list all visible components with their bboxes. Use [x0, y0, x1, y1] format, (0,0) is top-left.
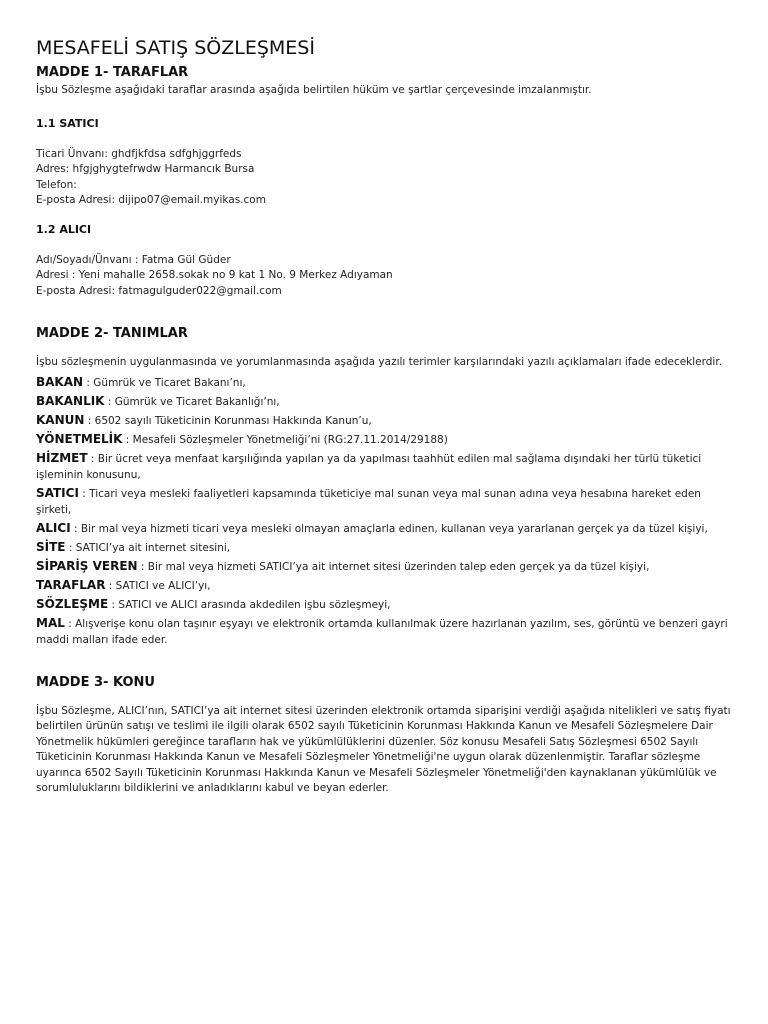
- alici-email: E-posta Adresi: fatmagulguder022@gmail.com: [36, 284, 282, 297]
- madde-3-text: İşbu Sözleşme, ALICI’nın, SATICI’ya ait internet sitesi üzerinden elektronik ortamda siparişini verdiği aşağıda nitelikleri ve satış fiyatı belirtilen ürünün satışı ve teslimi ile ilgili olarak 6502 sayılı Tüketicinin Korunması Hakkında Kanun ve Mesafeli Sözleşmelere Dair Yönetmelik hükümleri gereğince tarafların hak ve yükümlülüklerini düzenler. Söz konusu Mesafeli Satış Sözleşmesi 6502 Sayılı Tüketicinin Korunması Hakkında Kanun ve Mesafeli Sözleşmeler Yönetmeliği'ne uygun olarak düzenlenmiştir. Taraflar sözleşme uyarınca 6502 Sayılı Tüketicinin Korunması Hakkında Kanun ve Mesafeli Sözleşmeler Yönetmeliği'den kaynaklanan yükümlülük ve sorumluluklarını bildiklerini ve anladıklarını kabul ve beyan ederler.: [36, 704, 731, 794]
- definition-text: : Alışverişe konu olan taşınır eşyayı ve elektronik ortamda kullanılmak üzere hazırlanan yazılım, ses, görüntü ve benzeri gayri maddi malları ifade eder.: [36, 617, 728, 646]
- madde-2-intro: İşbu sözleşmenin uygulanmasında ve yorumlanmasında aşağıda yazılı terimler karşılarındaki yazılı açıklamaları ifade edeceklerdir.: [36, 356, 723, 368]
- alici-name: Adı/Soyadı/Ünvanı : Fatma Gül Güder: [36, 253, 231, 266]
- definition-term: BAKAN: [36, 374, 84, 389]
- definition-term: TARAFLAR: [36, 577, 106, 592]
- definition-term: YÖNETMELİK: [36, 431, 123, 446]
- madde-2-heading: MADDE 2- TANIMLAR: [36, 326, 188, 341]
- definition-item: [36, 412, 732, 429]
- satici-phone: Telefon:: [36, 178, 77, 191]
- definition-item: [36, 539, 732, 556]
- definition-term: SATICI: [36, 485, 79, 500]
- definition-term: KANUN: [36, 412, 85, 427]
- definition-text: : Mesafeli Sözleşmeler Yönetmeliği’ni (RG:27.11.2014/29188): [122, 433, 448, 446]
- definition-item: [36, 558, 732, 575]
- madde-1-intro: İşbu Sözleşme aşağıdaki taraflar arasında aşağıda belirtilen hüküm ve şartlar çerçevesinde imzalanmıştır.: [36, 84, 592, 96]
- alici-address: Adresi : Yeni mahalle 2658.sokak no 9 kat 1 No. 9 Merkez Adıyaman: [36, 269, 393, 281]
- definition-text: : SATICI ve ALICI’yı,: [105, 579, 211, 592]
- definition-item: [36, 374, 732, 391]
- definition-item: [36, 431, 732, 448]
- alici-heading: 1.2 ALICI: [36, 222, 92, 236]
- satici-heading: 1.1 SATICI: [36, 116, 99, 130]
- definition-text: : Bir mal veya hizmeti ticari veya mesleki olmayan amaçlarla edinen, kullanan veya yararlanan gerçek ya da tüzel kişiyi,: [70, 522, 708, 535]
- definition-term: SİTE: [36, 539, 66, 554]
- definition-term: SÖZLEŞME: [36, 596, 109, 611]
- alici-info: [36, 253, 732, 300]
- definition-term: HİZMET: [36, 450, 88, 465]
- satici-info: [36, 147, 732, 209]
- definition-text: : Gümrük ve Ticaret Bakanlığı’nı,: [104, 395, 280, 408]
- definition-term: SİPARİŞ VEREN: [36, 558, 138, 573]
- definition-text: : Ticari veya mesleki faaliyetleri kapsamında tüketiciye mal sunan veya mal sunan adına veya hesabına hareket eden şirketi,: [36, 487, 701, 516]
- madde-1-heading: MADDE 1- TARAFLAR: [36, 65, 189, 80]
- definition-text: : SATICI ve ALICI arasında akdedilen işbu sözleşmeyi,: [108, 598, 391, 611]
- satici-address: Adres: hfgjghygtefrwdw Harmancık Bursa: [36, 163, 255, 175]
- definitions-list: [36, 374, 732, 648]
- definition-item: [36, 577, 732, 594]
- definition-text: : Bir ücret veya menfaat karşılığında yapılan ya da yapılması taahhüt edilen mal sağlama dışındaki her türlü tüketici işleminin konusunu,: [36, 452, 702, 481]
- definition-item: [36, 615, 732, 648]
- definition-item: [36, 520, 732, 537]
- definition-term: ALICI: [36, 520, 71, 535]
- satici-email: E-posta Adresi: dijipo07@email.myikas.com: [36, 194, 266, 206]
- satici-trade-name: Ticari Ünvanı: ghdfjkfdsa sdfghjggrfeds: [36, 147, 242, 160]
- definition-text: : Bir mal veya hizmeti SATICI’ya ait internet sitesi üzerinden talep eden gerçek ya da tüzel kişiyi,: [137, 560, 650, 573]
- definition-item: [36, 485, 732, 518]
- definition-text: : 6502 sayılı Tüketicinin Korunması Hakkında Kanun’u,: [84, 414, 372, 427]
- definition-item: [36, 393, 732, 410]
- document-title: MESAFELİ SATIŞ SÖZLEŞMESİ: [36, 37, 315, 59]
- definition-term: BAKANLIK: [36, 393, 105, 408]
- definition-item: [36, 450, 732, 483]
- madde-3-heading: MADDE 3- KONU: [36, 674, 155, 690]
- definition-term: MAL: [36, 615, 65, 630]
- definition-item: [36, 596, 732, 613]
- definition-text: : Gümrük ve Ticaret Bakanı’nı,: [83, 376, 246, 389]
- definition-text: : SATICI’ya ait internet sitesini,: [65, 541, 231, 554]
